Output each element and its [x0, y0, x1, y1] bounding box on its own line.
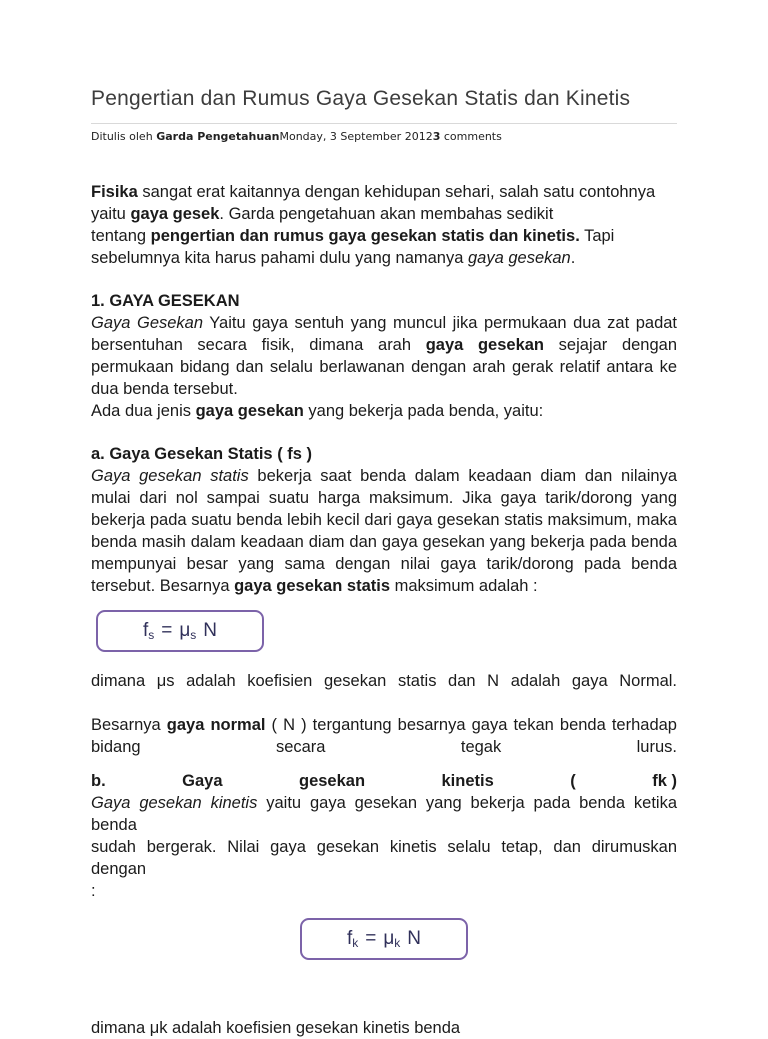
- formula-static-mu-sub: s: [190, 628, 197, 642]
- intro-line: tentang pengertian dan rumus gaya gesekan statis dan kinetis. Tapi: [91, 227, 615, 245]
- normal-force-line1: Besarnya gaya normal ( N ) tergantung besarnya gaya tekan benda terhadap: [91, 716, 677, 734]
- intro-paragraph: [91, 181, 677, 269]
- formula-caption-kinetis: dimana μk adalah koefisien gesekan kinetis benda: [91, 1019, 461, 1037]
- byline-date: Monday, 3 September 2012: [279, 130, 433, 143]
- intro-line: yaitu gaya gesek. Garda pengetahuan akan membahas sedikit: [91, 205, 554, 223]
- normal-force-paragraph: [91, 714, 677, 758]
- formula-kinetis-mu: μ: [383, 928, 395, 949]
- byline-comments-label: comments: [440, 130, 502, 143]
- intro-line: sebelumnya kita harus pahami dulu yang namanya gaya gesekan.: [91, 249, 576, 267]
- formula-kinetis-lhs: f: [346, 928, 353, 949]
- formula-static-normal-force: N: [203, 620, 218, 641]
- normal-force-line2: bidang secara tegak lurus.: [91, 738, 677, 756]
- formula-kinetis-lhs-sub: k: [352, 936, 359, 950]
- formula-box-kinetis: [300, 918, 468, 960]
- section-heading-kinetis: b. Gaya gesekan kinetis ( fk ): [91, 772, 677, 790]
- title-divider: [91, 123, 677, 124]
- section-kinetis-line2: sudah bergerak. Nilai gaya gesekan kinetis selalu tetap, dan dirumuskan dengan: [91, 838, 677, 878]
- formula-kinetis: [347, 928, 421, 950]
- formula-box-static: [96, 610, 264, 652]
- byline-comments-count: 3: [432, 130, 441, 143]
- section-kinetis-line1: Gaya gesekan kinetis yaitu gaya gesekan yang bekerja pada benda ketika benda: [91, 794, 677, 834]
- formula-caption-static: dimana μs adalah koefisien gesekan statis dan N adalah gaya Normal.: [91, 672, 677, 690]
- formula-kinetis-equals: =: [365, 928, 377, 949]
- formula-static-equals: =: [161, 620, 173, 641]
- byline-prefix: Ditulis oleh: [91, 130, 157, 143]
- page-title: Pengertian dan Rumus Gaya Gesekan Statis dan Kinetis: [91, 87, 631, 110]
- byline-author: Garda Pengetahuan: [156, 130, 280, 143]
- formula-static-mu: μ: [179, 620, 191, 641]
- section-heading-statis: a. Gaya Gesekan Statis ( fs ): [91, 445, 313, 463]
- byline: [91, 129, 677, 144]
- section-kinetis-line3: :: [91, 882, 96, 900]
- section-heading-gaya-gesekan: 1. GAYA GESEKAN: [91, 292, 240, 310]
- formula-static: [143, 620, 217, 642]
- section-statis-paragraph: Gaya gesekan statis bekerja saat benda dalam keadaan diam dan nilainya mulai dari nol sampai suatu harga maksimum. Jika gaya tarik/dorong yang bekerja pada suatu benda lebih kecil dari gaya gesekan statis maksimum, maka benda masih dalam keadaan diam dan gaya gesekan yang bekerja pada benda mempunyai besar yang sama dengan nilai gaya tarik/dorong pada benda tersebut. Besarnya gaya gesekan statis maksimum adalah :: [91, 467, 678, 595]
- formula-static-lhs: f: [142, 620, 149, 641]
- formula-static-lhs-sub: s: [148, 628, 155, 642]
- formula-kinetis-mu-sub: k: [394, 936, 401, 950]
- formula-kinetis-normal-force: N: [407, 928, 422, 949]
- intro-line: Fisika sangat erat kaitannya dengan kehidupan sehari, salah satu contohnya: [91, 183, 656, 201]
- section-gaya-gesekan-paragraph2: Ada dua jenis gaya gesekan yang bekerja pada benda, yaitu:: [91, 402, 544, 420]
- section-gaya-gesekan-paragraph: Gaya Gesekan Yaitu gaya sentuh yang muncul jika permukaan dua zat padat bersentuhan secara fisik, dimana arah gaya gesekan sejajar dengan permukaan bidang dan selalu berlawanan dengan arah gerak relatif antara ke dua benda tersebut.: [91, 314, 678, 398]
